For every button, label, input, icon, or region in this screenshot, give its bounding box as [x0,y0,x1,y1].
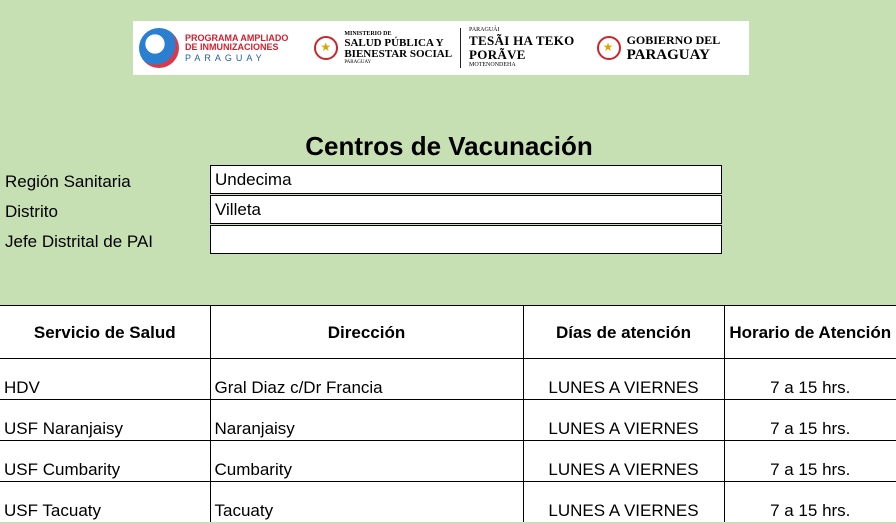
pai-line1: PROGRAMA AMPLIADO [185,32,289,43]
distrito-field[interactable]: Villeta [210,195,722,224]
table-row [0,482,896,523]
cell-servicio[interactable]: USF Tacuaty [0,482,210,523]
table-header-row [0,306,896,359]
tesai-bottom: MOTENONDEHA [469,62,516,68]
cell-dias[interactable]: LUNES A VIERNES [523,400,724,441]
cell-servicio[interactable]: USF Naranjaisy [0,400,210,441]
page-title: Centros de Vacunación [305,131,593,161]
header-horario: Horario de Atención [724,306,896,359]
gob-line2: PARAGUAY [626,46,710,63]
table-row [0,400,896,441]
region-field[interactable]: Undecima [210,165,722,194]
pai-line3: PARAGUAY [185,52,266,63]
cell-horario[interactable]: 7 a 15 hrs. [724,400,896,441]
header-direccion: Dirección [210,306,523,359]
cell-dias[interactable]: LUNES A VIERNES [523,482,724,523]
vaccination-centers-table [0,305,896,522]
table-row [0,359,896,400]
gobierno-logo [597,34,721,63]
cell-direccion[interactable]: Gral Diaz c/Dr Francia [210,359,523,400]
gobierno-seal-icon [597,36,621,60]
region-label: Región Sanitaria [5,172,131,191]
msp-top: MINISTERIO DE [344,30,392,37]
jefe-field[interactable] [210,225,722,254]
ministry-logo [314,31,452,66]
cell-horario[interactable]: 7 a 15 hrs. [724,482,896,523]
cell-direccion[interactable]: Cumbarity [210,441,523,482]
tesai-logo [469,27,575,69]
ministry-seal-icon [314,36,338,60]
cell-direccion[interactable]: Tacuaty [210,482,523,523]
cell-dias[interactable]: LUNES A VIERNES [523,441,724,482]
header-dias: Días de atención [523,306,724,359]
tesai-line2: PORÃVE [469,47,526,62]
logo-divider [460,28,461,68]
cell-direccion[interactable]: Naranjaisy [210,400,523,441]
msp-line2: BIENESTAR SOCIAL [344,47,453,60]
cell-servicio[interactable]: USF Cumbarity [0,441,210,482]
msp-line1: SALUD PÚBLICA Y [344,36,444,49]
gob-line1: GOBIERNO DEL [626,32,721,47]
tesai-line1: TESÃI HA TEKO [469,33,575,48]
distrito-label: Distrito [5,202,58,221]
header-servicio: Servicio de Salud [0,306,210,359]
cell-horario[interactable]: 7 a 15 hrs. [724,441,896,482]
msp-bottom: PARAGUAY [344,59,372,65]
header-banner [133,21,749,75]
table-row [0,441,896,482]
cell-horario[interactable]: 7 a 15 hrs. [724,359,896,400]
pai-line2: DE INMUNIZACIONES [185,41,279,52]
pai-logo-icon [139,28,179,68]
tesai-top: PARAGUÁI [469,27,500,33]
cell-servicio[interactable]: HDV [0,359,210,400]
cell-dias[interactable]: LUNES A VIERNES [523,359,724,400]
jefe-label: Jefe Distrital de PAI [5,232,154,251]
pai-logo [139,28,288,68]
